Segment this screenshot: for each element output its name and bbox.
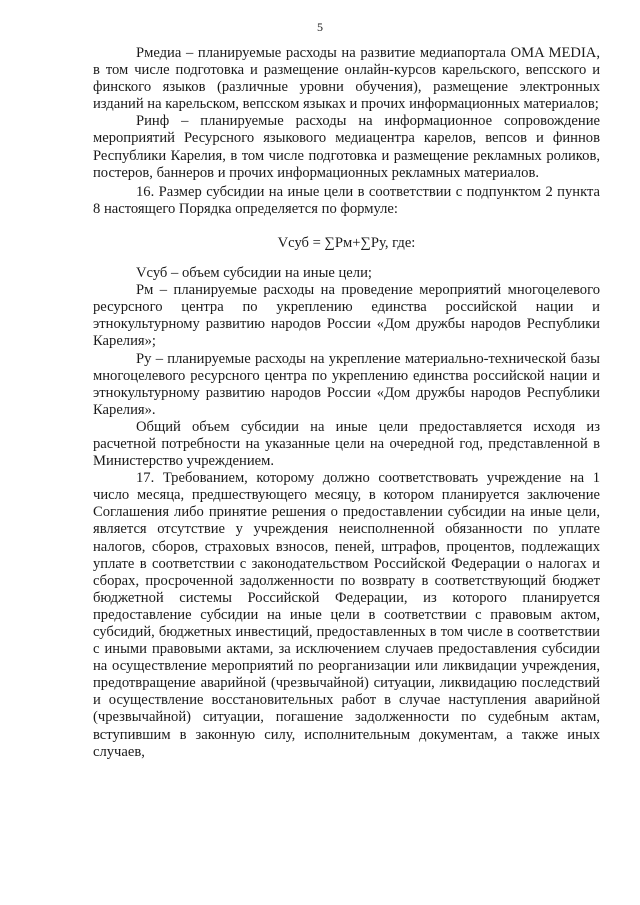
- document-body: [93, 45, 600, 761]
- paragraph-rinf: Ринф – планируемые расходы на информационное сопровождение мероприятий Ресурсного языкового медиацентра карелов, вепсов и финнов Республики Карелия, в том числе подготовка и размещение рекламных роликов, постеров, баннеров и прочих информационных рекламных материалов.: [93, 113, 600, 181]
- paragraph-vsub-definition: Vсуб – объем субсидии на иные цели;: [136, 265, 372, 282]
- paragraph-total-subsidy: Общий объем субсидии на иные цели предоставляется исходя из расчетной потребности на указанные цели на очередной год, представленной в Министерство учреждением.: [93, 418, 600, 470]
- formula: Vсуб = ∑Рм+∑Ру, где:: [277, 234, 416, 251]
- paragraph-rmedia: Рмедиа – планируемые расходы на развитие медиапортала OMA MEDIA, в том числе подготовка и размещение онлайн-курсов карельского, вепсского и финского языков (различные уровни обучения), размещение электронных изданий на карельском, вепсском языках и прочих информационных материалов;: [93, 45, 600, 113]
- paragraph-16: 16. Размер субсидии на иные цели в соответствии с подпунктом 2 пункта 8 настоящего Порядка определяется по формуле:: [93, 183, 600, 217]
- paragraph-17: 17. Требованием, которому должно соответствовать учреждение на 1 число месяца, предшествующего месяцу, в котором планируется заключение Соглашения либо принятие решения о предоставлении субсидии на иные цели, является отсутствие у учреждения неисполненной обязанности по уплате налогов, сборов, страховых взносов, пеней, штрафов, процентов, подлежащих уплате в соответствии с законодательством Российской Федерации о налогах и сборах, просроченной задолженности по возврату в соответствующий бюджет бюджетной системы Российской Федерации, из которого планируется предоставление субсидии на иные цели в соответствии с правовым актом, субсидий, бюджетных инвестиций, предоставленных в том числе в соответствии с иными правовыми актами, за исключением случаев предоставления субсидии на осуществление мероприятий по реорганизации или ликвидации учреждения, предотвращение аварийной (чрезвычайной) ситуации, ликвидацию последствий и осуществление восстановительных работ в случае наступления аварийной (чрезвычайной) ситуации, погашение задолженности по судебным актам, вступившим в законную силу, исполнительным документам, а также иных случаев,: [93, 470, 600, 760]
- paragraph-ru-definition: Ру – планируемые расходы на укрепление материально-технической базы многоцелевого ресурсного центра по укреплению единства российской нации и этнокультурному развитию народов России «Дом дружбы народов Республики Карелия».: [93, 350, 600, 418]
- page-number: 5: [317, 20, 323, 34]
- paragraph-rm-definition: Рм – планируемые расходы на проведение мероприятий многоцелевого ресурсного центра по укреплению единства российской нации и этнокультурному развитию народов России «Дом дружбы народов Республики Карелия»;: [93, 282, 600, 350]
